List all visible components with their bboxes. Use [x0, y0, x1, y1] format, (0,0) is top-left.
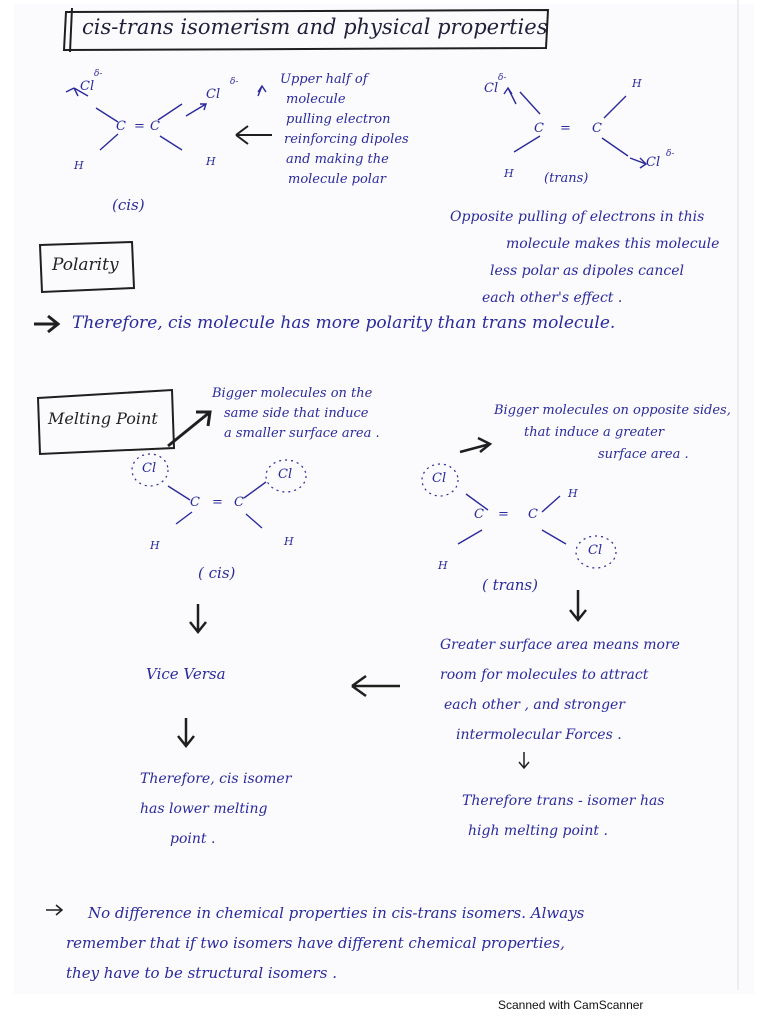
section-heading: Polarity: [52, 255, 119, 275]
note-line: room for molecules to attract: [440, 667, 649, 683]
section-heading: Melting Point: [48, 409, 158, 428]
down-arrow-icon: [519, 752, 529, 768]
carbon-atom: C: [534, 121, 544, 136]
note-line: remember that if two isomers have different chemical properties,: [66, 934, 565, 952]
cis-polarity-note: [280, 70, 409, 190]
note-line: each other , and stronger: [444, 697, 626, 713]
note-line: and making the: [286, 152, 389, 167]
note-line: molecule makes this molecule: [506, 236, 720, 252]
hydrogen-atom: H: [438, 559, 448, 572]
partial-charge: δ-: [498, 73, 507, 83]
partial-charge: δ-: [230, 77, 239, 87]
note-line: molecule: [286, 92, 346, 107]
chlorine-atom: Cl: [432, 471, 447, 486]
scanner-watermark: Scanned with CamScanner: [498, 998, 644, 1012]
carbon-atom: C: [116, 119, 126, 134]
down-arrow-icon: [178, 718, 194, 746]
trans-polarity-note: [450, 204, 719, 312]
note-line: intermolecular Forces .: [456, 727, 622, 743]
note-line: they have to be structural isomers .: [66, 964, 337, 982]
note-line: Upper half of: [280, 72, 368, 87]
trans-melting-note: [494, 400, 731, 466]
chlorine-atom: Cl: [588, 543, 603, 558]
down-arrow-icon: [190, 604, 206, 632]
carbon-atom: C: [150, 119, 160, 134]
hydrogen-atom: H: [150, 539, 160, 552]
partial-charge: δ-: [666, 149, 675, 159]
chemical-properties-note: [66, 898, 584, 988]
carbon-atom: C: [190, 495, 200, 510]
down-arrow-icon: [570, 590, 586, 620]
right-arrow-icon: [460, 438, 490, 452]
bullet-arrow-icon: [46, 905, 62, 915]
chlorine-atom: Cl: [206, 87, 221, 102]
chlorine-atom: Cl: [80, 79, 95, 94]
carbon-atom: C: [528, 507, 538, 522]
note-line: that induce a greater: [524, 425, 665, 440]
hydrogen-atom: H: [568, 487, 578, 500]
note-line: Greater surface area means more: [440, 637, 680, 653]
note-line: each other's effect .: [482, 290, 623, 306]
note-line: a smaller surface area .: [224, 426, 380, 441]
bullet-arrow-icon: [34, 316, 58, 332]
partial-charge: δ-: [94, 69, 103, 79]
carbon-atom: C: [234, 495, 244, 510]
left-arrow-icon: [236, 126, 272, 144]
note-line: same side that induce: [224, 406, 369, 421]
hydrogen-atom: H: [504, 167, 514, 180]
isomer-label: ( cis): [198, 564, 236, 582]
cis-melting-result: [140, 764, 291, 854]
chlorine-atom: Cl: [646, 155, 661, 170]
left-arrow-icon: [352, 676, 400, 696]
double-bond: =: [212, 495, 223, 510]
double-bond: =: [134, 119, 145, 134]
hydrogen-atom: H: [206, 155, 216, 168]
note-line: Therefore, cis isomer: [140, 771, 292, 787]
note-line: has lower melting: [140, 801, 268, 817]
note-line: surface area .: [598, 447, 689, 462]
note-line: reinforcing dipoles: [284, 132, 409, 147]
cis-melting-note: [212, 384, 380, 444]
hydrogen-atom: H: [632, 77, 642, 90]
note-line: pulling electron: [286, 112, 391, 127]
note-line: high melting point .: [468, 823, 608, 839]
double-bond: =: [498, 507, 509, 522]
page-title: cis-trans isomerism and physical properties: [82, 15, 548, 39]
note-line: Bigger molecules on opposite sides,: [494, 403, 731, 418]
note-line: Opposite pulling of electrons in this: [450, 209, 705, 225]
polarity-conclusion: Therefore, cis molecule has more polarity than trans molecule.: [72, 313, 616, 333]
note-line: point .: [170, 831, 216, 847]
isomer-label: (cis): [112, 196, 145, 214]
note-line: No difference in chemical properties in cis-trans isomers. Always: [88, 904, 585, 922]
note-line: Therefore trans - isomer has: [462, 793, 665, 809]
chlorine-atom: Cl: [142, 461, 157, 476]
isomer-label: ( trans): [482, 576, 538, 594]
chlorine-atom: Cl: [484, 81, 499, 96]
vice-versa-text: Vice Versa: [146, 665, 226, 683]
carbon-atom: C: [592, 121, 602, 136]
trans-melting-explanation: [440, 630, 680, 750]
isomer-label: (trans): [544, 171, 589, 186]
double-bond: =: [560, 121, 571, 136]
note-line: less polar as dipoles cancel: [490, 263, 684, 279]
note-line: molecule polar: [288, 172, 386, 187]
note-line: Bigger molecules on the: [212, 386, 373, 401]
trans-melting-result: [462, 786, 665, 846]
hydrogen-atom: H: [74, 159, 84, 172]
carbon-atom: C: [474, 507, 484, 522]
chlorine-atom: Cl: [278, 467, 293, 482]
hydrogen-atom: H: [284, 535, 294, 548]
